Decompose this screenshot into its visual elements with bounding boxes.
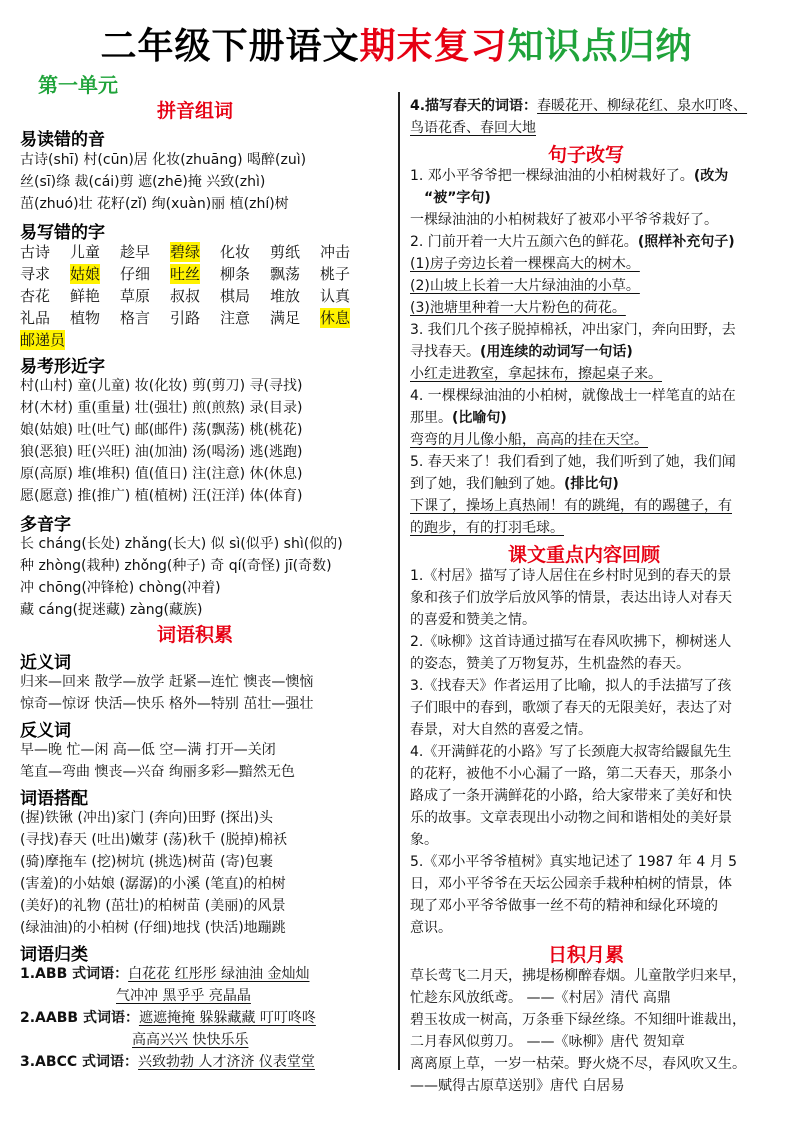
easy-write-word: 叔叔 — [170, 287, 201, 305]
easy-write-word: 姑娘 — [70, 265, 101, 283]
abb-words: 白花花 红彤彤 绿油油 金灿灿 — [128, 966, 310, 982]
similar-chars-title: 易考形近字 — [20, 357, 105, 377]
review-section-title: 课文重点内容回顾 — [508, 544, 661, 566]
easy-write-word: 杏花 — [20, 287, 51, 305]
abb-label: 1.ABB 式词语： — [20, 966, 129, 982]
unit-title: 第一单元 — [38, 73, 118, 97]
easy-read-title: 易读错的音 — [20, 130, 105, 150]
polyphone-line: 种 zhòng(栽种) zhǒng(种子) 奇 qí(奇怪) jī(奇数) — [20, 558, 332, 574]
similar-chars-line: 娘(姑娘) 吐(吐气) 邮(邮件) 荡(飘荡) 桃(桃花) — [20, 422, 303, 438]
polyphone-title: 多音字 — [20, 515, 71, 535]
poem-line: 碧玉妆成一树高，万条垂下绿丝绦。不知细叶谁裁出， — [410, 1012, 746, 1028]
sentence-2-answer: (2)山坡上长着一大片绿油油的小草。 — [410, 278, 640, 294]
easy-write-word: 认真 — [320, 287, 351, 305]
aabb-words: 遮遮掩掩 躲躲藏藏 叮叮咚咚 — [138, 1010, 316, 1026]
review-line: 5.《邓小平爷爷植树》真实地记述了 1987 年 4 月 5 — [410, 854, 738, 870]
title-part-grade: 二年级下册语文 — [100, 26, 360, 67]
sentence-2-text: 2. 门前开着一大片五颜六色的鲜花。 — [410, 234, 638, 250]
collocation-line: (害羞)的小姑娘 (潺潺)的小溪 (笔直)的柏树 — [20, 876, 286, 892]
easy-write-word: 仔细 — [120, 265, 151, 283]
easy-read-line: 丝(sī)绦 裁(cái)剪 遮(zhē)掩 兴致(zhì) — [20, 174, 266, 190]
easy-write-word: 休息 — [320, 309, 351, 327]
accumulation-section-title: 日积月累 — [548, 944, 625, 966]
spring-words-2: 鸟语花香、春回大地 — [410, 120, 536, 136]
easy-write-word: 碧绿 — [170, 243, 201, 261]
review-line: 象。 — [410, 832, 438, 848]
poem-line: 草长莺飞二月天，拂堤杨柳醉春烟。儿童散学归来早， — [410, 968, 746, 984]
synonyms-line: 惊奇—惊讶 快活—快乐 格外—特别 茁壮—强壮 — [20, 696, 314, 712]
collocation-line: (美好)的礼物 (茁壮)的柏树苗 (美丽)的风景 — [20, 898, 286, 914]
page-title — [0, 18, 793, 69]
sentence-5-answer: 下课了，操场上真热闹！有的跳绳，有的踢毽子，有 — [410, 498, 732, 514]
sentence-2-answer: (1)房子旁边长着一棵棵高大的树木。 — [410, 256, 640, 272]
easy-write-word: 趁早 — [120, 243, 151, 261]
review-line: 意识。 — [410, 920, 452, 936]
polyphone-line: 藏 cáng(捉迷藏) zàng(藏族) — [20, 602, 203, 618]
similar-chars-line: 材(木材) 重(重量) 壮(强壮) 煎(煎熬) 录(目录) — [20, 400, 303, 416]
easy-write-word: 植物 — [70, 309, 101, 327]
easy-write-word: 寻求 — [20, 265, 51, 283]
synonyms-title: 近义词 — [20, 653, 71, 673]
abcc-row — [20, 1052, 315, 1072]
synonyms-line: 归来—回来 散学—放学 赶紧—连忙 懊丧—懊恼 — [20, 674, 314, 690]
title-part-summary: 知识点归纳 — [507, 26, 693, 67]
sentence-2 — [410, 232, 735, 252]
sentence-5-answer: 的跑步，有的打羽毛球。 — [410, 520, 564, 536]
spring-words-row — [410, 96, 747, 116]
aabb-label: 2.AABB 式词语： — [20, 1010, 139, 1026]
easy-write-word: 礼品 — [20, 309, 51, 327]
review-line: 乐的故事。文章表现出小动物之间和谐相处的美好景 — [410, 810, 732, 826]
abcc-label: 3.ABCC 式词语： — [20, 1054, 138, 1070]
polyphone-line: 长 cháng(长处) zhǎng(长大) 似 sì(似乎) shì(似的) — [20, 536, 343, 552]
similar-chars-line: 狼(恶狼) 旺(兴旺) 油(加油) 汤(喝汤) 逃(逃跑) — [20, 444, 303, 460]
easy-write-word: 剪纸 — [270, 243, 301, 261]
easy-write-word: 冲击 — [320, 243, 351, 261]
abcc-words: 兴致勃勃 人才济济 仪表堂堂 — [138, 1054, 315, 1070]
abb-words: 气冲冲 黑乎乎 亮晶晶 — [116, 988, 251, 1004]
easy-write-word: 化妆 — [220, 243, 251, 261]
aabb-words: 高高兴兴 快快乐乐 — [132, 1032, 249, 1048]
easy-write-word: 格言 — [120, 309, 151, 327]
column-divider — [398, 92, 400, 1070]
sentence-3: 3. 我们几个孩子脱掉棉袄，冲出家门，奔向田野，去 — [410, 322, 736, 338]
polyphone-line: 冲 chōng(冲锋枪) chòng(冲着) — [20, 580, 221, 596]
review-line: 子们眼中的春到，歌颂了春天的无限美好，表达了对 — [410, 700, 732, 716]
sentence-1 — [410, 166, 728, 186]
easy-write-word: 引路 — [170, 309, 201, 327]
sentence-2-hint: (照样补充句子) — [637, 234, 735, 250]
review-line: 3.《找春天》作者运用了比喻，拟人的手法描写了孩 — [410, 678, 732, 694]
similar-chars-line: 原(高原) 堆(堆积) 值(值日) 注(注意) 休(休息) — [20, 466, 303, 482]
sentence-5-cont — [410, 474, 619, 494]
sentence-4-text: 那里。 — [410, 410, 452, 426]
collocation-line: (握)铁锹 (冲出)家门 (奔向)田野 (探出)头 — [20, 810, 274, 826]
review-line: 象和孩子们放学后放风筝的情景，表达出诗人对春天 — [410, 590, 732, 606]
pinyin-section-title: 拼音组词 — [157, 100, 234, 122]
sentence-4-cont — [410, 408, 507, 428]
sentence-section-title: 句子改写 — [548, 144, 625, 166]
aabb-row — [20, 1008, 316, 1028]
poem-line: 二月春风似剪刀。 ——《咏柳》唐代 贺知章 — [410, 1034, 685, 1050]
sentence-5: 5. 春天来了！我们看到了她，我们听到了她，我们闻 — [410, 454, 736, 470]
abb-row — [20, 964, 309, 984]
collocation-line: (绿油油)的小柏树 (仔细)地找 (快活)地蹦跳 — [20, 920, 286, 936]
easy-write-word: 棋局 — [220, 287, 251, 305]
easy-write-word: 鲜艳 — [70, 287, 101, 305]
sentence-2-answer: (3)池塘里种着一大片粉色的荷花。 — [410, 300, 626, 316]
spring-words-label: 4.描写春天的词语： — [410, 98, 538, 114]
review-line: 的喜爱和赞美之情。 — [410, 612, 536, 628]
vocab-section-title: 词语积累 — [157, 624, 234, 646]
sentence-1-answer: 一棵绿油油的小柏树栽好了被邓小平爷爷栽好了。 — [410, 212, 718, 228]
review-line: 的花籽，被他不小心漏了一路，第二天春天，那条小 — [410, 766, 732, 782]
sentence-3-answer: 小红走进教室，拿起抹布，擦起桌子来。 — [410, 366, 662, 382]
title-part-review: 期末复习 — [359, 26, 508, 67]
review-line: 路成了一条开满鲜花的小路，给大家带来了美好和快 — [410, 788, 732, 804]
review-line: 日，邓小平爷爷在天坛公园亲手栽种柏树的情景，体 — [410, 876, 732, 892]
sentence-4-hint: (比喻句) — [452, 410, 507, 426]
easy-write-word: 柳条 — [220, 265, 251, 283]
easy-write-word: 儿童 — [70, 243, 101, 261]
sentence-4-answer: 弯弯的月儿像小船，高高的挂在天空。 — [410, 432, 648, 448]
antonyms-title: 反义词 — [20, 721, 71, 741]
review-line: 的姿态，赞美了万物复苏，生机盎然的春天。 — [410, 656, 690, 672]
easy-read-line: 茁(zhuó)壮 花籽(zǐ) 绚(xuàn)丽 植(zhí)树 — [20, 196, 289, 212]
collocation-line: (寻找)春天 (吐出)嫩芽 (荡)秋千 (脱掉)棉袄 — [20, 832, 288, 848]
abb-row-2 — [116, 986, 251, 1006]
antonyms-line: 早—晚 忙—闲 高—低 空—满 打开—关闭 — [20, 742, 276, 758]
review-line: 春景，对大自然的喜爱之情。 — [410, 722, 592, 738]
sentence-3-hint: (用连续的动词写一句话) — [480, 344, 633, 360]
aabb-row-2 — [132, 1030, 248, 1050]
review-line: 现了邓小平爷爷做事一丝不苟的精神和绿化环境的 — [410, 898, 718, 914]
easy-write-word: 堆放 — [270, 287, 301, 305]
review-line: 1.《村居》描写了诗人居住在乡村时见到的春天的景 — [410, 568, 732, 584]
sentence-4: 4. 一棵棵绿油油的小柏树，就像战士一样笔直的站在 — [410, 388, 736, 404]
sentence-5-hint: (排比句) — [564, 476, 619, 492]
antonyms-line: 笔直—弯曲 懊丧—兴奋 绚丽多彩—黯然无色 — [20, 764, 295, 780]
easy-write-word: 草原 — [120, 287, 151, 305]
collocation-title: 词语搭配 — [20, 789, 88, 809]
easy-write-word: 古诗 — [20, 243, 51, 261]
poem-line: ——赋得古原草送别》唐代 白居易 — [410, 1078, 625, 1094]
classify-title: 词语归类 — [20, 945, 88, 965]
sentence-1-hint-2: “被”字句) — [424, 190, 491, 206]
easy-write-word: 飘荡 — [270, 265, 301, 283]
sentence-1-text: 1. 邓小平爷爷把一棵绿油油的小柏树栽好了。 — [410, 168, 694, 184]
poem-line: 离离原上草，一岁一枯荣。野火烧不尽，春风吹又生。 — [410, 1056, 746, 1072]
easy-write-word: 满足 — [270, 309, 301, 327]
spring-words: 春暖花开、柳绿花红、泉水叮咚、 — [537, 98, 748, 114]
sentence-3-text: 寻找春天。 — [410, 344, 480, 360]
easy-read-line: 古诗(shī) 村(cūn)居 化妆(zhuāng) 喝醉(zuì) — [20, 152, 307, 168]
easy-write-word: 注意 — [220, 309, 251, 327]
poem-line: 忙趁东风放纸鸢。 ——《村居》清代 高鼎 — [410, 990, 671, 1006]
sentence-5-text: 到了她，我们触到了她。 — [410, 476, 564, 492]
easy-write-word: 邮递员 — [20, 331, 66, 349]
similar-chars-line: 愿(愿意) 推(推广) 植(植树) 汪(汪洋) 体(体育) — [20, 488, 303, 504]
sentence-3-cont — [410, 342, 633, 362]
similar-chars-line: 村(山村) 童(儿童) 妆(化妆) 剪(剪刀) 寻(寻找) — [20, 378, 303, 394]
easy-write-word: 桃子 — [320, 265, 351, 283]
easy-write-title: 易写错的字 — [20, 223, 105, 243]
review-line: 4.《开满鲜花的小路》写了长颈鹿大叔寄给鼹鼠先生 — [410, 744, 732, 760]
easy-write-word: 吐丝 — [170, 265, 201, 283]
sentence-1-hint: (改为 — [693, 168, 729, 184]
review-line: 2.《咏柳》这首诗通过描写在春风吹拂下，柳树迷人 — [410, 634, 732, 650]
collocation-line: (骑)摩拖车 (挖)树坑 (挑选)树苗 (寄)包裹 — [20, 854, 274, 870]
